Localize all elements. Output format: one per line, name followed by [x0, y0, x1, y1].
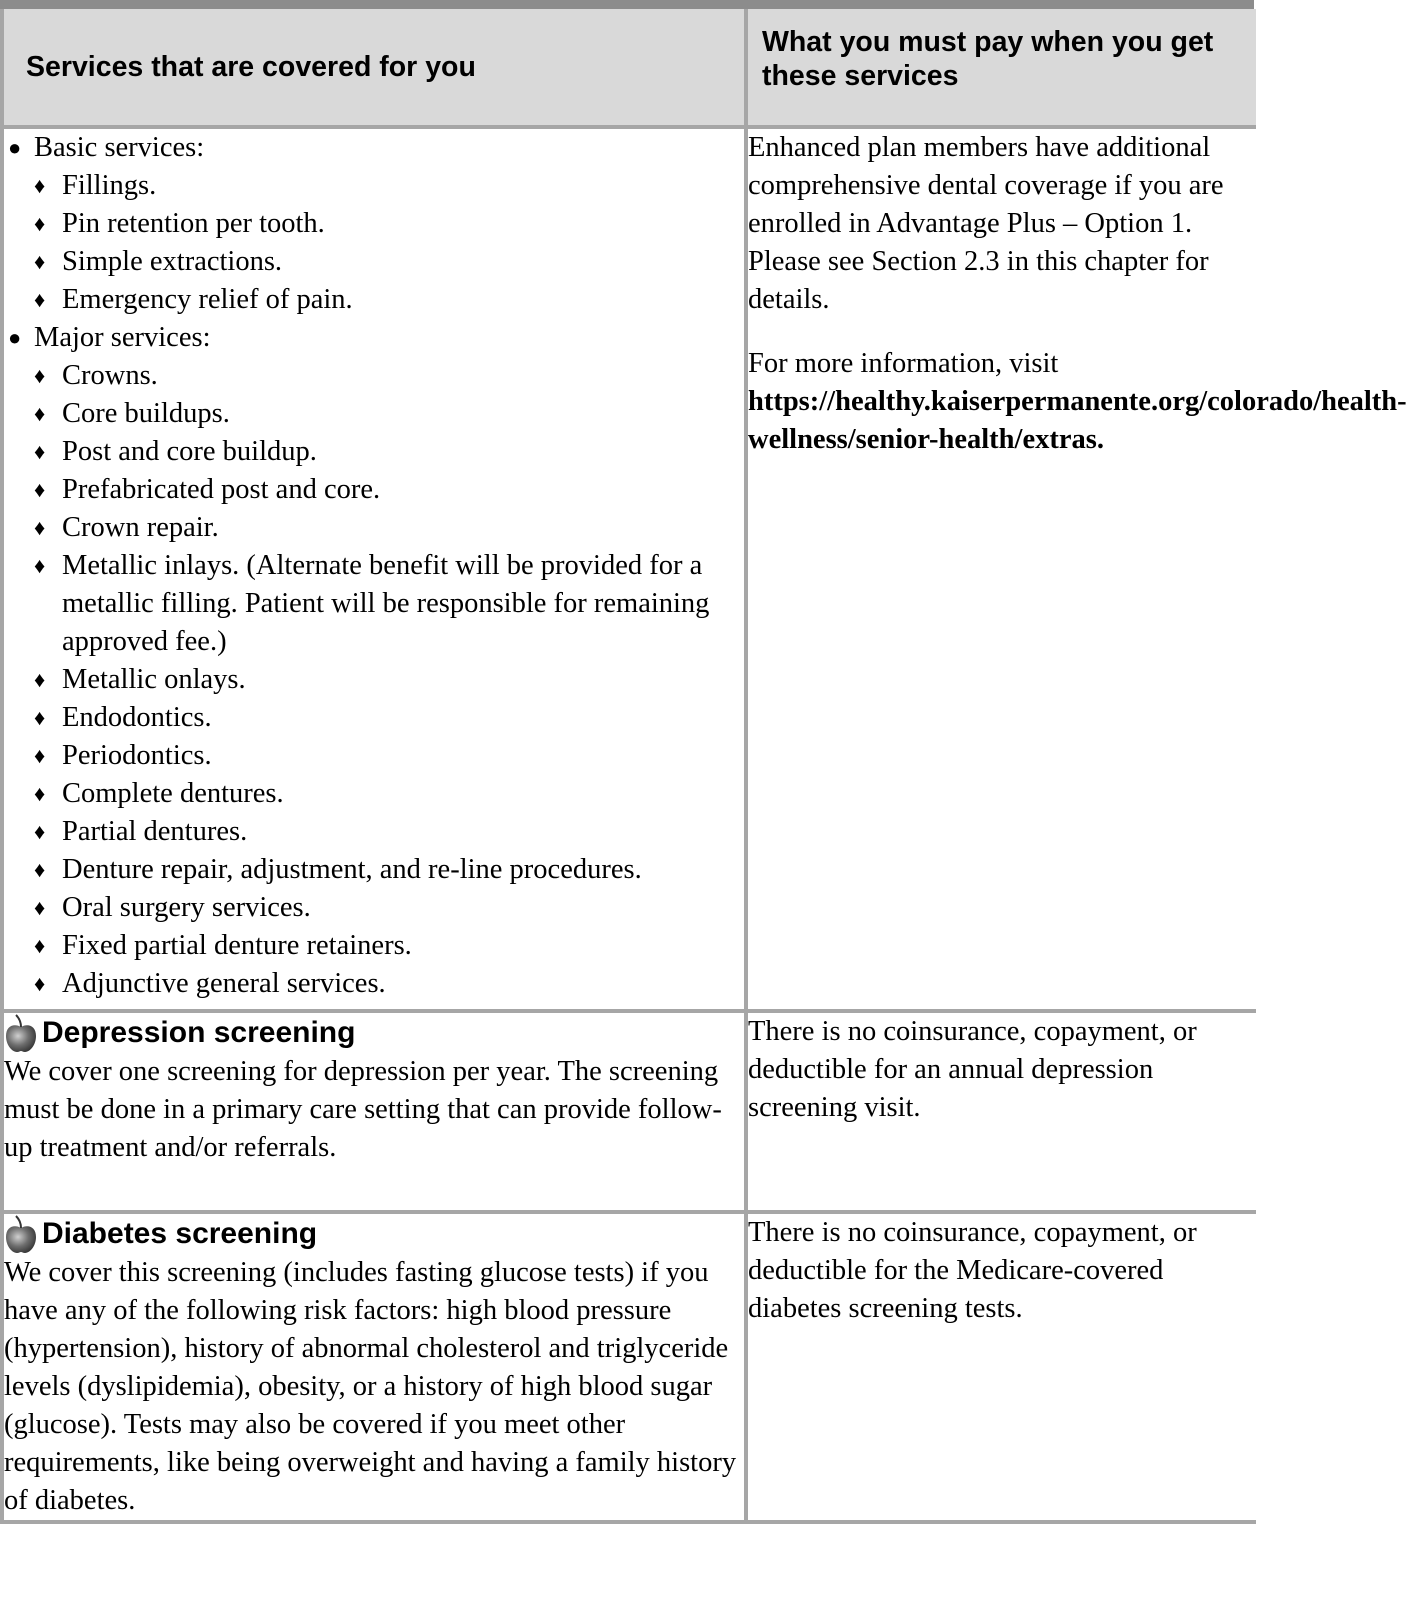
list-item-text: Periodontics. [62, 740, 212, 771]
diamond-bullet-icon: ♦ [34, 211, 46, 236]
list-item [34, 243, 744, 281]
list-item [34, 851, 744, 889]
dental-services-cell [2, 127, 746, 1011]
list-item-text: Oral surgery services. [62, 892, 311, 923]
list-item-text: Emergency relief of pain. [62, 284, 353, 315]
diamond-bullet-icon: ♦ [34, 515, 46, 540]
list-item-text: Core buildups. [62, 398, 230, 429]
depression-title: Depression screening [42, 1016, 356, 1049]
list-item [34, 775, 744, 813]
list-item [34, 965, 744, 1003]
list-item [34, 737, 744, 775]
list-item [34, 927, 744, 965]
list-item [34, 699, 744, 737]
list-item [34, 547, 744, 661]
diamond-bullet-icon: ♦ [34, 819, 46, 844]
diamond-bullet-icon: ♦ [34, 287, 46, 312]
diamond-bullet-icon: ♦ [34, 781, 46, 806]
list-item [34, 281, 744, 319]
bullet-icon: ● [8, 135, 22, 160]
dental-cost-cell [746, 127, 1407, 1011]
bullet-icon: ● [8, 325, 22, 350]
basic-services-item [4, 129, 744, 319]
list-item [34, 471, 744, 509]
list-item-text: Fixed partial denture retainers. [62, 930, 412, 961]
dental-cost-paragraph: Enhanced plan members have additional comprehensive dental coverage if you are enrolled in Advantage Plus – Option 1. Please see Section 2.3 in this chapter for details. [748, 132, 1224, 315]
diamond-bullet-icon: ♦ [34, 173, 46, 198]
diamond-bullet-icon: ♦ [34, 249, 46, 274]
apple-icon [4, 1013, 38, 1053]
major-services-item [4, 319, 744, 1003]
list-item-text: Endodontics. [62, 702, 212, 733]
header-what-you-pay: What you must pay when you get these services [746, 9, 1256, 127]
depression-title-row [4, 1013, 744, 1053]
benefits-table [0, 9, 1407, 1524]
list-item [34, 509, 744, 547]
major-services-list [34, 357, 744, 1003]
depression-description: We cover one screening for depression per year. The screening must be done in a primary care setting that can provide follow-up treatment and/or referrals. [4, 1056, 722, 1163]
dental-service-list [4, 129, 744, 1003]
list-item-text: Simple extractions. [62, 246, 283, 277]
diabetes-cost-cell: There is no coinsurance, copayment, or deductible for the Medicare-covered diabetes screening tests. [746, 1212, 1256, 1522]
list-item [34, 813, 744, 851]
basic-services-label: Basic services: [34, 132, 205, 163]
table-row-diabetes [2, 1212, 1256, 1522]
basic-services-list [34, 167, 744, 319]
list-item [34, 167, 744, 205]
diamond-bullet-icon: ♦ [34, 439, 46, 464]
apple-icon [4, 1214, 38, 1254]
list-item [34, 205, 744, 243]
diamond-bullet-icon: ♦ [34, 401, 46, 426]
diamond-bullet-icon: ♦ [34, 743, 46, 768]
list-item [34, 889, 744, 927]
diamond-bullet-icon: ♦ [34, 667, 46, 692]
diamond-bullet-icon: ♦ [34, 857, 46, 882]
diamond-bullet-icon: ♦ [34, 363, 46, 388]
list-item [34, 433, 744, 471]
major-services-label: Major services: [34, 322, 211, 353]
table-row-depression [2, 1011, 1256, 1212]
list-item-text: Crowns. [62, 360, 158, 391]
list-item-text: Post and core buildup. [62, 436, 317, 467]
list-item [34, 395, 744, 433]
diamond-bullet-icon: ♦ [34, 477, 46, 502]
list-item-text: Complete dentures. [62, 778, 284, 809]
list-item-text: Partial dentures. [62, 816, 248, 847]
list-item [34, 661, 744, 699]
dental-more-info-paragraph [748, 345, 1407, 459]
more-info-intro: For more information, visit [748, 348, 1059, 379]
table-row-dental [2, 127, 1256, 1011]
diamond-bullet-icon: ♦ [34, 971, 46, 996]
list-item-text: Adjunctive general services. [62, 968, 386, 999]
list-item-text: Metallic onlays. [62, 664, 246, 695]
top-rule [0, 0, 1254, 9]
depression-cost-cell: There is no coinsurance, copayment, or deductible for an annual depression screening visit. [746, 1011, 1256, 1212]
list-item-text: Fillings. [62, 170, 157, 201]
list-item-text: Crown repair. [62, 512, 219, 543]
diabetes-description: We cover this screening (includes fasting glucose tests) if you have any of the following risk factors: high blood pressure (hypertension), history of abnormal cholesterol and triglyceride levels (dyslipidemia), obesity, or a history of high blood sugar (glucose). Tests may also be covered if you meet other requirements, like being overweight and having a family history of diabetes. [4, 1257, 737, 1516]
diamond-bullet-icon: ♦ [34, 895, 46, 920]
diabetes-service-cell [2, 1212, 746, 1522]
list-item [34, 357, 744, 395]
kaiser-extras-link[interactable]: https://healthy.kaiserpermanente.org/colorado/health-wellness/senior-health/extras. [748, 386, 1407, 455]
diabetes-title-row [4, 1214, 744, 1254]
list-item-text: Pin retention per tooth. [62, 208, 325, 239]
depression-service-cell [2, 1011, 746, 1212]
list-item-text: Prefabricated post and core. [62, 474, 381, 505]
list-item-text: Denture repair, adjustment, and re-line procedures. [62, 854, 642, 885]
table-header-row [2, 9, 1256, 127]
diabetes-title: Diabetes screening [42, 1217, 318, 1250]
list-item-text: Metallic inlays. (Alternate benefit will be provided for a metallic filling. Patient will be responsible for remaining approved fee.) [62, 550, 710, 657]
diamond-bullet-icon: ♦ [34, 553, 46, 578]
header-services-covered: Services that are covered for you [2, 9, 746, 127]
diamond-bullet-icon: ♦ [34, 933, 46, 958]
diamond-bullet-icon: ♦ [34, 705, 46, 730]
